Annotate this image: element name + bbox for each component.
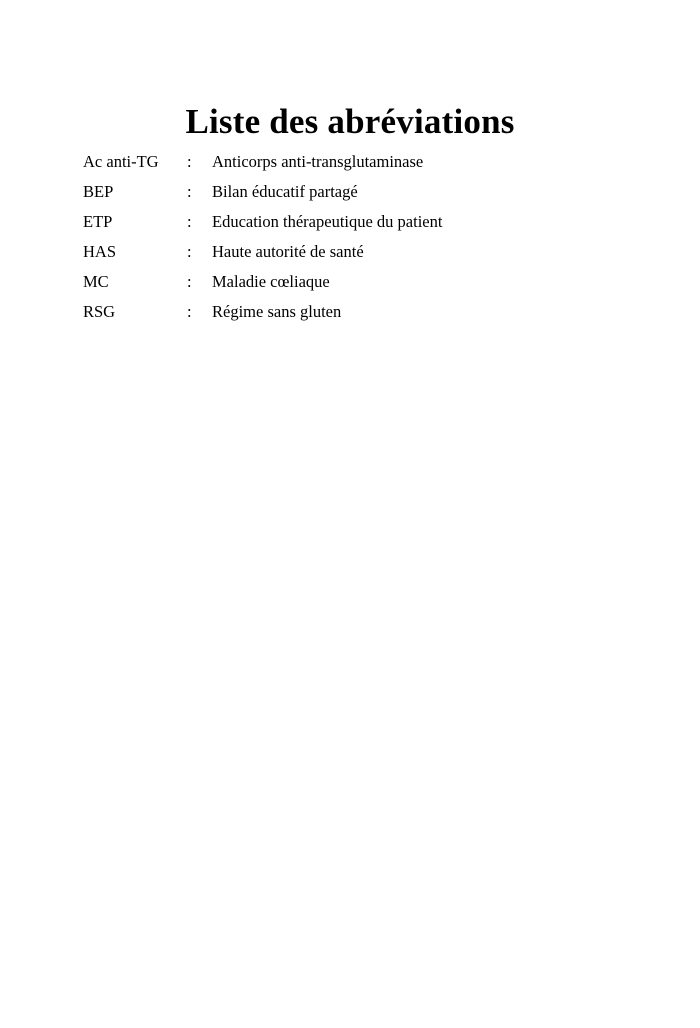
abbreviation-row	[83, 211, 643, 241]
abbreviation-list	[83, 151, 643, 331]
abbreviation-definition: Haute autorité de santé	[212, 242, 364, 261]
abbreviation-row	[83, 271, 643, 301]
abbreviation-definition: Maladie cœliaque	[212, 272, 330, 291]
abbreviation-definition: Régime sans gluten	[212, 302, 342, 321]
abbreviation-row	[83, 301, 643, 331]
abbreviation-term: ETP	[83, 212, 113, 231]
abbreviation-separator: :	[187, 152, 192, 171]
abbreviation-separator: :	[187, 212, 192, 231]
abbreviation-separator: :	[187, 242, 192, 261]
abbreviation-definition: Anticorps anti-transglutaminase	[212, 152, 424, 171]
abbreviation-separator: :	[187, 302, 192, 321]
abbreviation-term: MC	[83, 272, 109, 291]
abbreviation-row	[83, 181, 643, 211]
abbreviation-definition: Bilan éducatif partagé	[212, 182, 358, 201]
abbreviation-term: RSG	[83, 302, 116, 321]
abbreviation-definition: Education thérapeutique du patient	[212, 212, 443, 231]
abbreviation-separator: :	[187, 272, 192, 291]
abbreviation-row	[83, 241, 643, 271]
page-title: Liste des abréviations	[185, 102, 515, 141]
abbreviation-term: BEP	[83, 182, 114, 201]
abbreviation-separator: :	[187, 182, 192, 201]
abbreviation-row	[83, 151, 643, 181]
abbreviation-term: Ac anti-TG	[83, 152, 159, 171]
abbreviation-term: HAS	[83, 242, 117, 261]
